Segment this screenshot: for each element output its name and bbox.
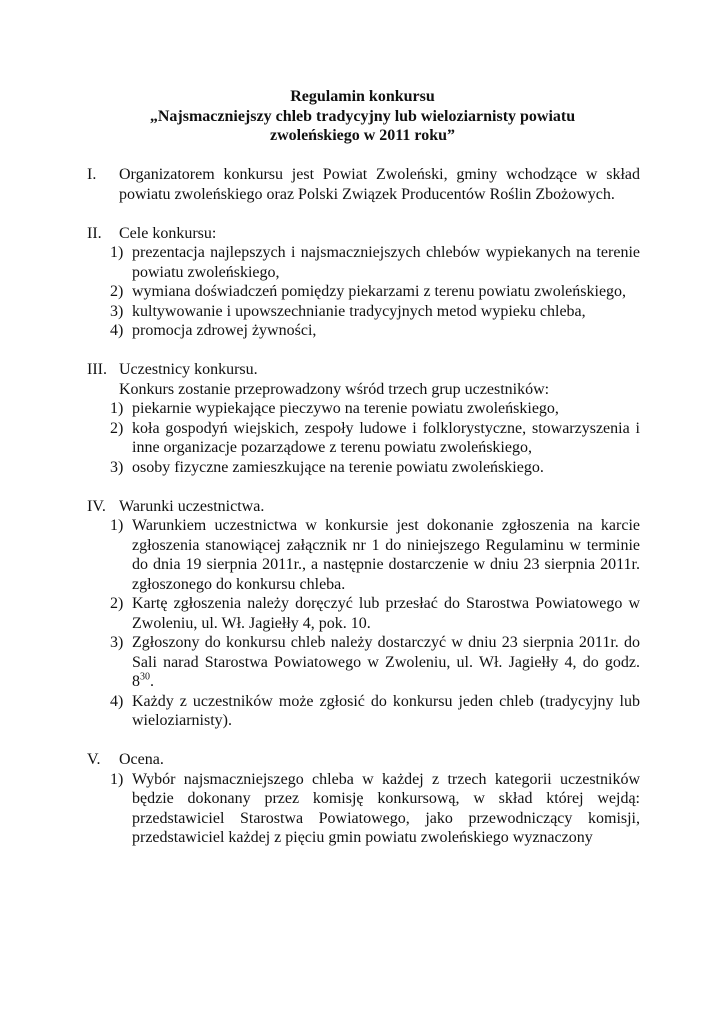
section-iii [87, 360, 640, 477]
list-item: 1) piekarnie wypiekające pieczywo na terenie powiatu zwoleńskiego, [110, 400, 559, 417]
section-number: III. [87, 361, 107, 378]
section-iv [87, 497, 640, 731]
section-ii [87, 224, 640, 341]
list-item: 1) Wybór najsmaczniejszego chleba w każdej z trzech kategorii uczestników będzie dokonany przez komisję konkursową, w skład której wejdą: przedstawiciel Starostwa Powiatowego, jako przewodniczący komisji, przedstawiciel każdej z pięciu gmin powiatu zwoleńskiego wyznaczony [110, 770, 640, 846]
list-item: 1) Warunkiem uczestnictwa w konkursie jest dokonanie zgłoszenia na karcie zgłoszenia stanowiącej załącznik nr 1 do niniejszego Regulaminu w terminie do dnia 19 sierpnia 2011r., a następnie dostarczenie w dniu 23 sierpnia 2011r. zgłoszonego do konkursu chleba. [110, 517, 640, 593]
list-item: 4) Każdy z uczestników może zgłosić do konkursu jeden chleb (tradycyjny lub wieloziarnisty). [110, 692, 640, 729]
document-body [87, 165, 640, 867]
section-heading: Ocena. [119, 751, 164, 768]
section-text: Organizatorem konkursu jest Powiat Zwoleński, gminy wchodzące w skład powiatu zwoleńskiego oraz Polski Związek Producentów Roślin Zbożowych. [119, 166, 640, 203]
list-item: 4) promocja zdrowej żywności, [110, 322, 317, 339]
list-item: 2) koła gospodyń wiejskich, zespoły ludowe i folklorystyczne, stowarzyszenia i inne organizacje pozarządowe z terenu powiatu zwoleńskiego, [110, 419, 640, 456]
section-number: V. [87, 751, 101, 768]
title-line-3: zwoleńskiego w 2011 roku” [269, 127, 456, 144]
section-heading: Warunki uczestnictwa. [119, 497, 265, 515]
section-number: IV. [87, 497, 106, 515]
title-line-2: „Najsmaczniejszy chleb tradycyjny lub wieloziarnisty powiatu [149, 107, 576, 125]
list-item: 3) kultywowanie i upowszechnianie tradycyjnych metod wypieku chleba, [110, 302, 586, 320]
section-intro: Konkurs zostanie przeprowadzony wśród trzech grup uczestników: [119, 380, 550, 398]
list-item: 2) wymiana doświadczeń pomiędzy piekarzami z terenu powiatu zwoleńskiego, [110, 283, 627, 300]
list-item: 3) osoby fizyczne zamieszkujące na terenie powiatu zwoleńskiego. [110, 458, 544, 476]
list-item: 3) Zgłoszony do konkursu chleb należy dostarczyć w dniu 23 sierpnia 2011r. do Sali narad Starostwa Powiatowego w Zwoleniu, ul. Wł. Jagiełły 4, do godz. $8^{30}$. [110, 634, 640, 690]
section-v [87, 750, 640, 848]
section-i [87, 165, 640, 204]
title-line-1: Regulamin konkursu [290, 88, 435, 105]
section-number: II. [87, 224, 102, 242]
superscript-minutes: 30 [140, 671, 150, 683]
list-item: 1) prezentacja najlepszych i najsmaczniejszych chlebów wypiekanych na terenie powiatu zwoleńskiego, [110, 244, 640, 281]
document-title [0, 87, 725, 146]
section-heading: Cele konkursu: [119, 224, 217, 242]
list-item: 2) Kartę zgłoszenia należy doręczyć lub przesłać do Starostwa Powiatowego w Zwoleniu, ul. Wł. Jagiełły 4, pok. 10. [110, 595, 640, 632]
section-number: I. [87, 166, 97, 183]
section-heading: Uczestnicy konkursu. [119, 361, 258, 378]
